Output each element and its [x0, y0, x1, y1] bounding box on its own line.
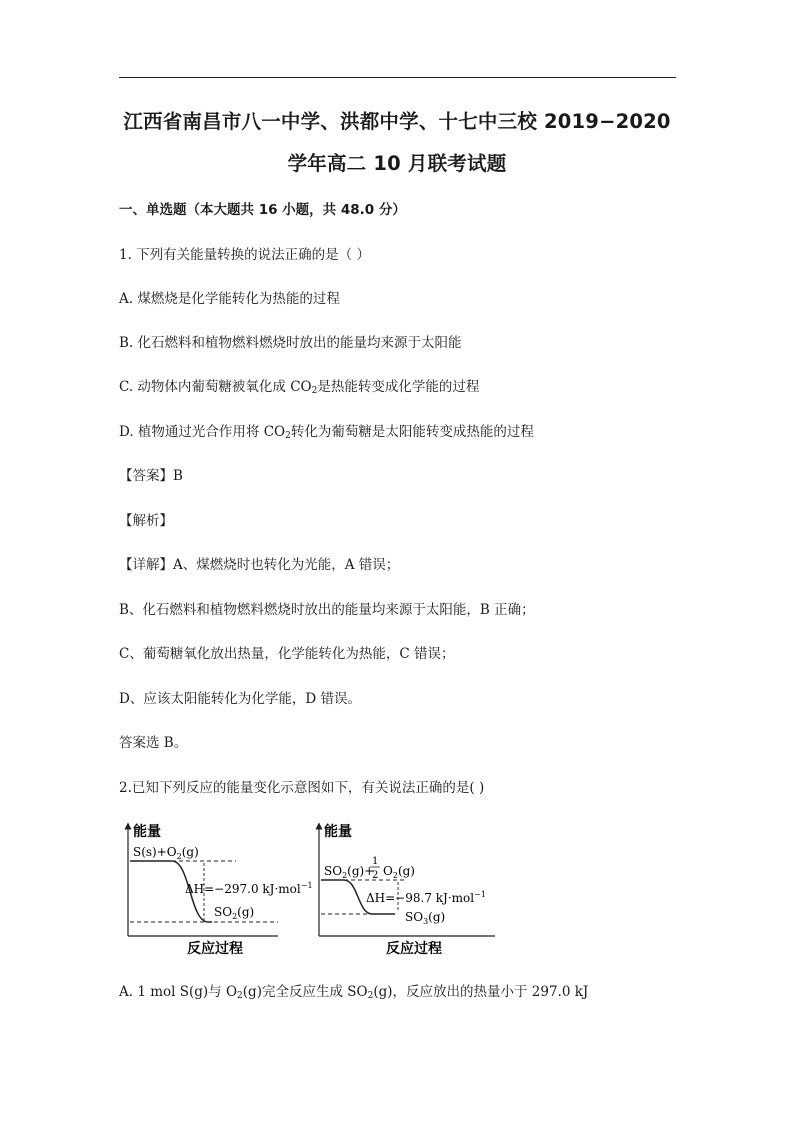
question-2-stem: 2.已知下列反应的能量变化示意图如下，有关说法正确的是( )	[119, 780, 485, 796]
question-1-option-d: D. 植物通过光合作用将 $CO_2$转化为葡萄糖是太阳能转变成热能的过程	[119, 424, 534, 441]
right-y-axis-label: 能量	[324, 824, 352, 840]
right-delta-h-label: ΔH=−98.7 kJ·mol$^{-1}$	[366, 890, 486, 905]
left-product-label: $SO_2(g)$	[214, 905, 255, 921]
right-product-label: $SO_3(g)$	[405, 910, 446, 926]
fraction-numerator: 1	[372, 856, 379, 867]
left-y-axis-label: 能量	[133, 824, 161, 840]
section-heading: 一、单选题（本大题共 16 小题，共 48.0 分）	[119, 202, 406, 218]
question-1-detail-3: C、葡萄糖氧化放出热量，化学能转化为热能，C 错误；	[119, 646, 455, 662]
question-1-detail-1: 【详解】A、煤燃烧时也转化为光能，A 错误；	[119, 557, 400, 573]
question-1-option-c: C. 动物体内葡萄糖被氧化成 $CO_2$是热能转变成化学能的过程	[119, 379, 480, 396]
right-reactant-label-2: $O_2(g)$	[383, 864, 415, 880]
question-1-detail-4: D、应该太阳能转化为化学能，D 错误。	[119, 691, 361, 707]
question-2-option-a: A. 1 mol S(g)与 $O_2(g)$完全反应生成 $SO_2(g)$，反应放出的热量小于 297.0 kJ	[119, 984, 589, 1001]
left-x-axis-label: 反应过程	[187, 941, 243, 957]
question-1-option-a: A. 煤燃烧是化学能转化为热能的过程	[119, 291, 340, 307]
left-reactant-label: $S(s)+O_2(g)$	[133, 845, 199, 861]
left-delta-h-label: ΔH=−297.0 kJ·mol$^{-1}$	[185, 881, 313, 896]
question-1-stem: 1. 下列有关能量转换的说法正确的是（ ）	[119, 247, 370, 263]
question-1-option-b: B. 化石燃料和植物燃料燃烧时放出的能量均来源于太阳能	[119, 335, 462, 351]
left-energy-diagram	[128, 823, 313, 957]
right-energy-diagram	[319, 823, 495, 957]
question-1-detail-2: B、化石燃料和植物燃料燃烧时放出的能量均来源于太阳能，B 正确；	[119, 602, 535, 618]
right-x-axis-label: 反应过程	[386, 941, 442, 957]
question-1-answer: 【答案】B	[119, 468, 183, 484]
right-reactant-label: $SO_2(g)+$	[324, 864, 375, 880]
fraction-denominator: 2	[372, 870, 379, 881]
document-title-line-1: 江西省南昌市八一中学、洪都中学、十七中三校 2019−2020	[123, 110, 671, 133]
question-1-analysis-heading: 【解析】	[119, 513, 173, 529]
question-1-conclusion: 答案选 B。	[119, 735, 188, 751]
document-title-line-2: 学年高二 10 月联考试题	[287, 152, 507, 175]
